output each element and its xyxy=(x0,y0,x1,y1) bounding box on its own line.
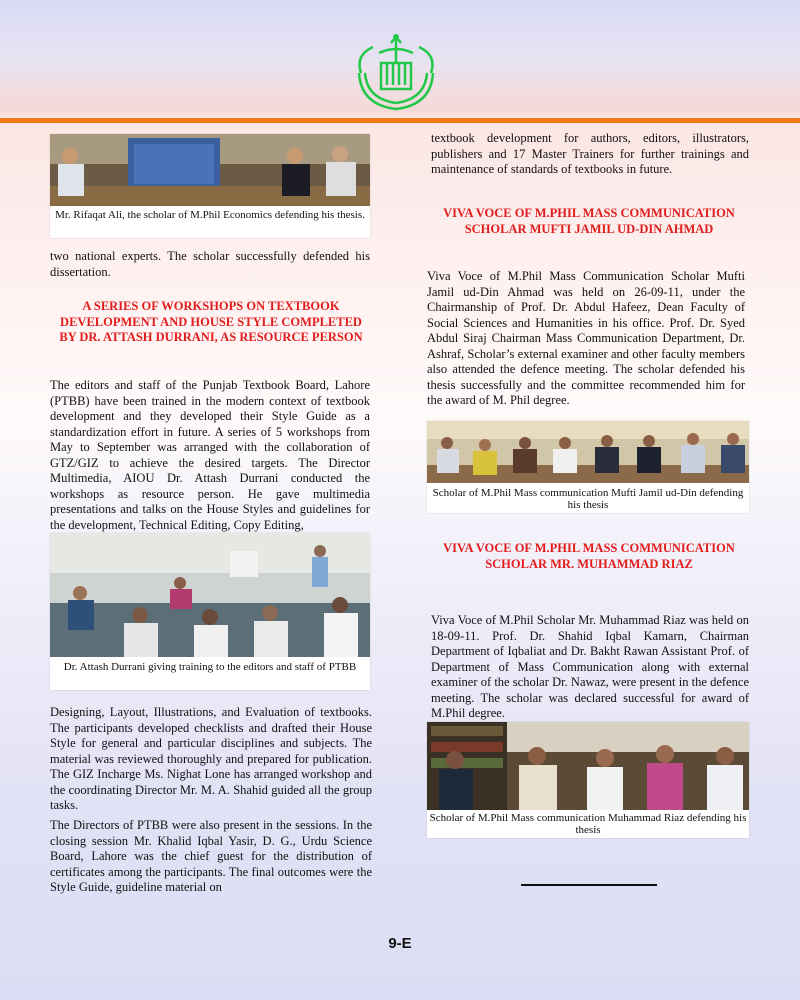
heading-viva-mufti-jamil: VIVA VOCE OF M.PHIL MASS COMMUNICATION SCHOLAR MUFTI JAMIL UD-DIN AHMAD xyxy=(443,206,735,236)
photo-caption: Dr. Attash Durrani giving training to the editors and staff of PTBB xyxy=(63,661,357,673)
page-header xyxy=(0,0,800,124)
workshops-paragraph-2: Designing, Layout, Illustrations, and Evaluation of textbooks. The participants developed checklists and drafted their House Style for general and particular disciplines and subjects. The material was reviewed thoroughly and prepared for publication. The GIZ Incharge Ms. Nighat Lone has arranged workshop and the coordinating Director Mr. M. A. Shahid guided all the group tasks. xyxy=(50,705,372,812)
photo-caption: Mr. Rifaqat Ali, the scholar of M.Phil Economics defending his thesis. xyxy=(55,209,365,221)
viva-mufti-paragraph: Viva Voce of M.Phil Mass Communication Scholar Mufti Jamil ud-Din Ahmad was held on 26-09-11, under the Chairmanship of Prof. Dr. Abdul Hafeez, Dean Faculty of Social Sciences and Humanities in his office. Prof. Dr. Syed Abdul Siraj Chairman Mass Communication Department, Dr. Ashraf, Scholar’s external examiner and other faculty members also attended the defence meeting. The scholar defended his thesis successfully and the committee recommended him for the award of M. Phil degree. xyxy=(427,269,745,407)
header-accent-line xyxy=(0,118,800,123)
photo-attash-durrani xyxy=(50,533,370,690)
photo-image xyxy=(50,134,370,206)
workshops-paragraph-1: The editors and staff of the Punjab Textbook Board, Lahore (PTBB) have been trained in the modern context of textbook development and they developed their Style Guide as a standardization effort in future. A series of 5 workshops from May to September was arranged with the collaboration of GTZ/GIZ to achieve the desired targets. The Director Multimedia, AIOU Dr. Attash Durrani conducted the workshops as resource person. He gave multimedia presentations and talks on the House Styles and guidelines for the development, Technical Editing, Copy Editing, xyxy=(50,378,370,532)
heading-workshops: A SERIES OF WORKSHOPS ON TEXTBOOK DEVELOPMENT AND HOUSE STYLE COMPLETED BY DR. ATTASH DURRANI, AS RESOURCE PERSON xyxy=(59,299,363,344)
continued-paragraph: textbook development for authors, editors, illustrators, publishers and 17 Master Trainers for further trainings and maintenance of standards of textbooks in future. xyxy=(431,131,749,176)
photo-mufti-jamil xyxy=(427,421,749,513)
viva-riaz-paragraph: Viva Voce of M.Phil Scholar Mr. Muhammad Riaz was held on 18-09-11. Prof. Dr. Shahid Iqbal Kamarn, Chairman Department of Iqbaliat and Dr. Bakht Rawan Assistant Prof. of Department of Mass Communication along with external examiner of the scholar Dr. Nawaz, were present in the defence meeting. The scholar was declared successful for award of M.Phil degree. xyxy=(431,613,749,720)
photo-caption: Scholar of M.Phil Mass communication Muhammad Riaz defending his thesis xyxy=(429,812,747,836)
page-number: 9-E xyxy=(388,935,412,952)
intro-paragraph: two national experts. The scholar successfully defended his dissertation. xyxy=(50,249,370,279)
workshops-paragraph-3: The Directors of PTBB were also present in the sessions. In the closing session Mr. Khalid Iqbal Yasir, D. G., Urdu Science Board, Lahore was the chief guest for the distribution of certificates among the participants. The final outcomes were the Style Guide, guideline material on xyxy=(50,818,372,894)
photo-muhammad-riaz xyxy=(427,722,749,838)
closing-divider xyxy=(521,884,657,886)
photo-image xyxy=(427,421,749,483)
photo-rifaqat-ali xyxy=(50,134,370,238)
photo-caption: Scholar of M.Phil Mass communication Mufti Jamil ud-Din defending his thesis xyxy=(432,487,744,511)
heading-viva-muhammad-riaz: VIVA VOCE OF M.PHIL MASS COMMUNICATION SCHOLAR MR. MUHAMMAD RIAZ xyxy=(443,541,735,571)
university-crest-icon xyxy=(351,33,441,113)
photo-image xyxy=(427,722,749,810)
photo-image xyxy=(50,533,370,657)
